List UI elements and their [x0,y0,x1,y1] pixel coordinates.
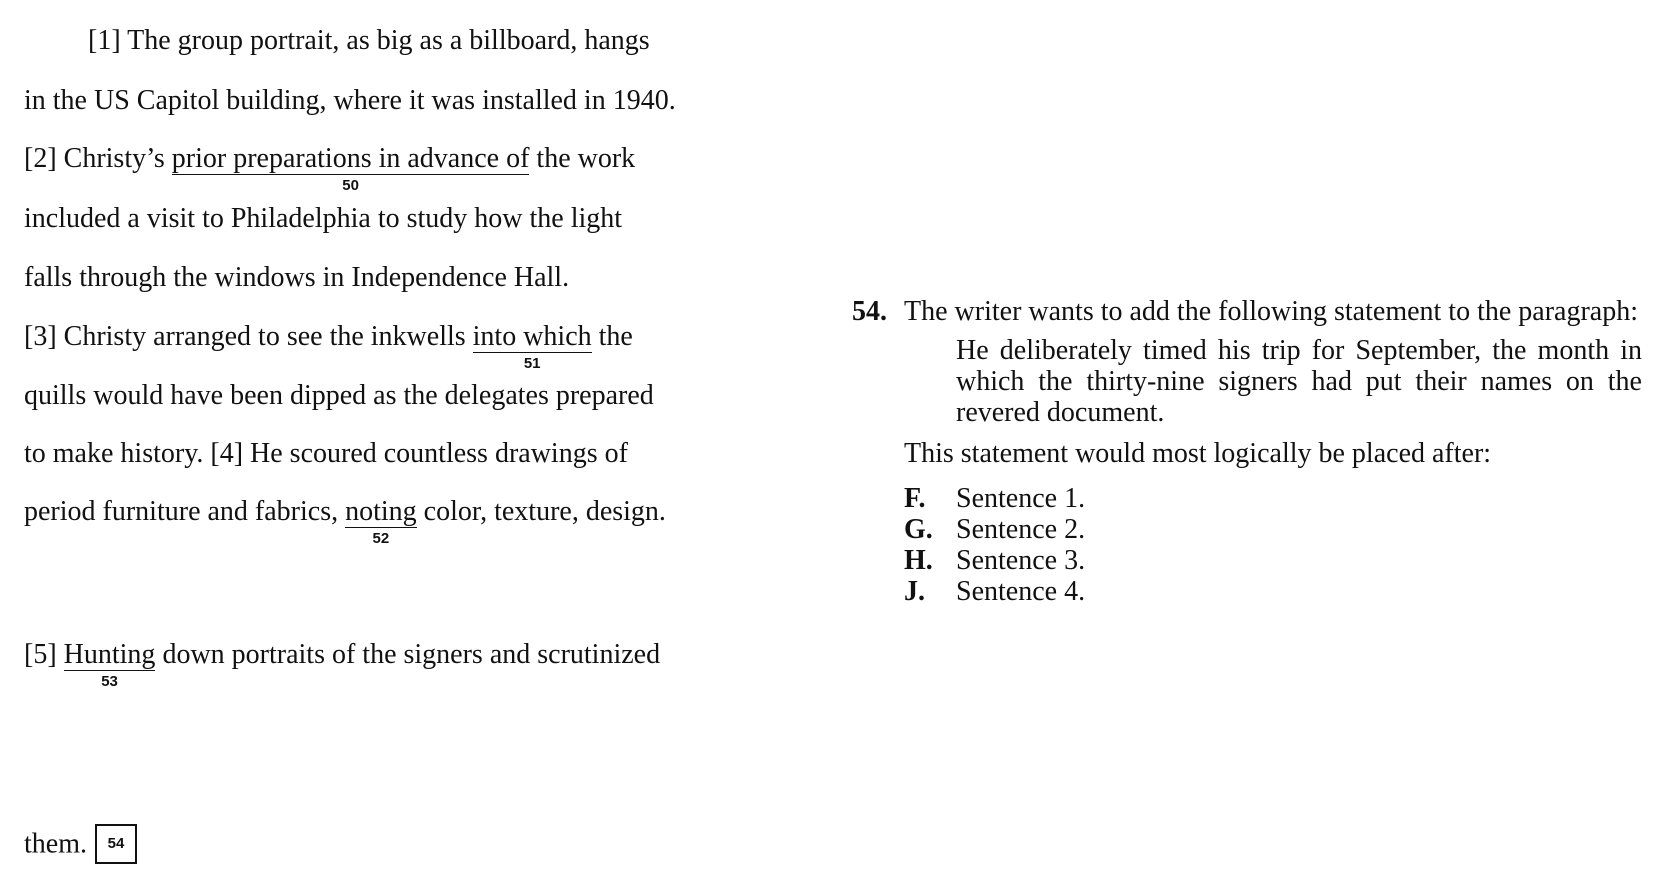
choice-text: Sentence 1. [956,483,1086,514]
underlined-portion-51[interactable] [472,321,592,372]
passage [0,0,800,894]
question-reference-number: 50 [342,177,359,194]
underlined-text: into which [472,321,592,352]
passage-line [24,826,137,866]
choice-letter: H. [904,545,933,576]
passage-line: to make history. [4] He scoured countless drawings of [24,438,628,469]
underlined-text: Hunting [63,639,156,670]
passage-text: the work [529,143,636,174]
passage-line: included a visit to Philadelphia to study how the light [24,203,623,234]
passage-text: down portraits of the signers and scrutinized [155,639,661,670]
answer-choice-j[interactable] [904,576,1642,607]
underlined-portion-52[interactable] [345,496,417,547]
underlined-portion-50[interactable] [171,143,530,194]
passage-text: period furniture and fabrics, [24,496,346,527]
question-box-54[interactable]: 54 [95,824,137,864]
question-number: 54. [852,296,887,327]
inserted-statement: He deliberately timed his trip for September, the month in which the thirty-nine signers had put their names on the revered document. [956,335,1642,428]
question-prompt: This statement would most logically be placed after: [904,438,1492,469]
passage-text: the [591,321,633,352]
choice-letter: J. [904,576,925,607]
choice-text: Sentence 3. [956,545,1086,576]
choice-letter: F. [904,483,926,514]
underlined-portion-53[interactable] [63,639,156,690]
passage-text: them. [24,828,87,860]
answer-choice-h[interactable] [904,545,1642,576]
passage-line: in the US Capitol building, where it was installed in 1940. [24,85,676,116]
underlined-text: noting [345,496,417,527]
underlined-text: prior preparations in advance of [171,143,530,174]
passage-line [24,320,633,372]
question-54 [852,296,1642,607]
passage-line: quills would have been dipped as the delegates prepared [24,380,654,411]
question-reference-number: 53 [101,673,118,690]
question-reference-number: 51 [523,355,541,372]
passage-text: [2] Christy’s [24,143,172,174]
question-header [852,296,1642,327]
question-stem: The writer wants to add the following statement to the paragraph: [904,296,1639,327]
passage-line [24,495,666,547]
passage-line: falls through the windows in Independence Hall. [24,262,570,293]
passage-line [24,142,636,194]
answer-choices [904,483,1642,607]
answer-choice-g[interactable] [904,514,1642,545]
passage-text: color, texture, design. [416,496,666,527]
passage-line: [1] The group portrait, as big as a billboard, hangs [88,25,650,56]
passage-text: [5] [24,639,64,670]
passage-text: [3] Christy arranged to see the inkwells [24,321,473,352]
passage-line [24,638,661,690]
question-reference-number: 52 [372,530,390,547]
choice-letter: G. [904,514,933,545]
choice-text: Sentence 2. [956,514,1086,545]
choice-text: Sentence 4. [956,576,1086,607]
answer-choice-f[interactable] [904,483,1642,514]
